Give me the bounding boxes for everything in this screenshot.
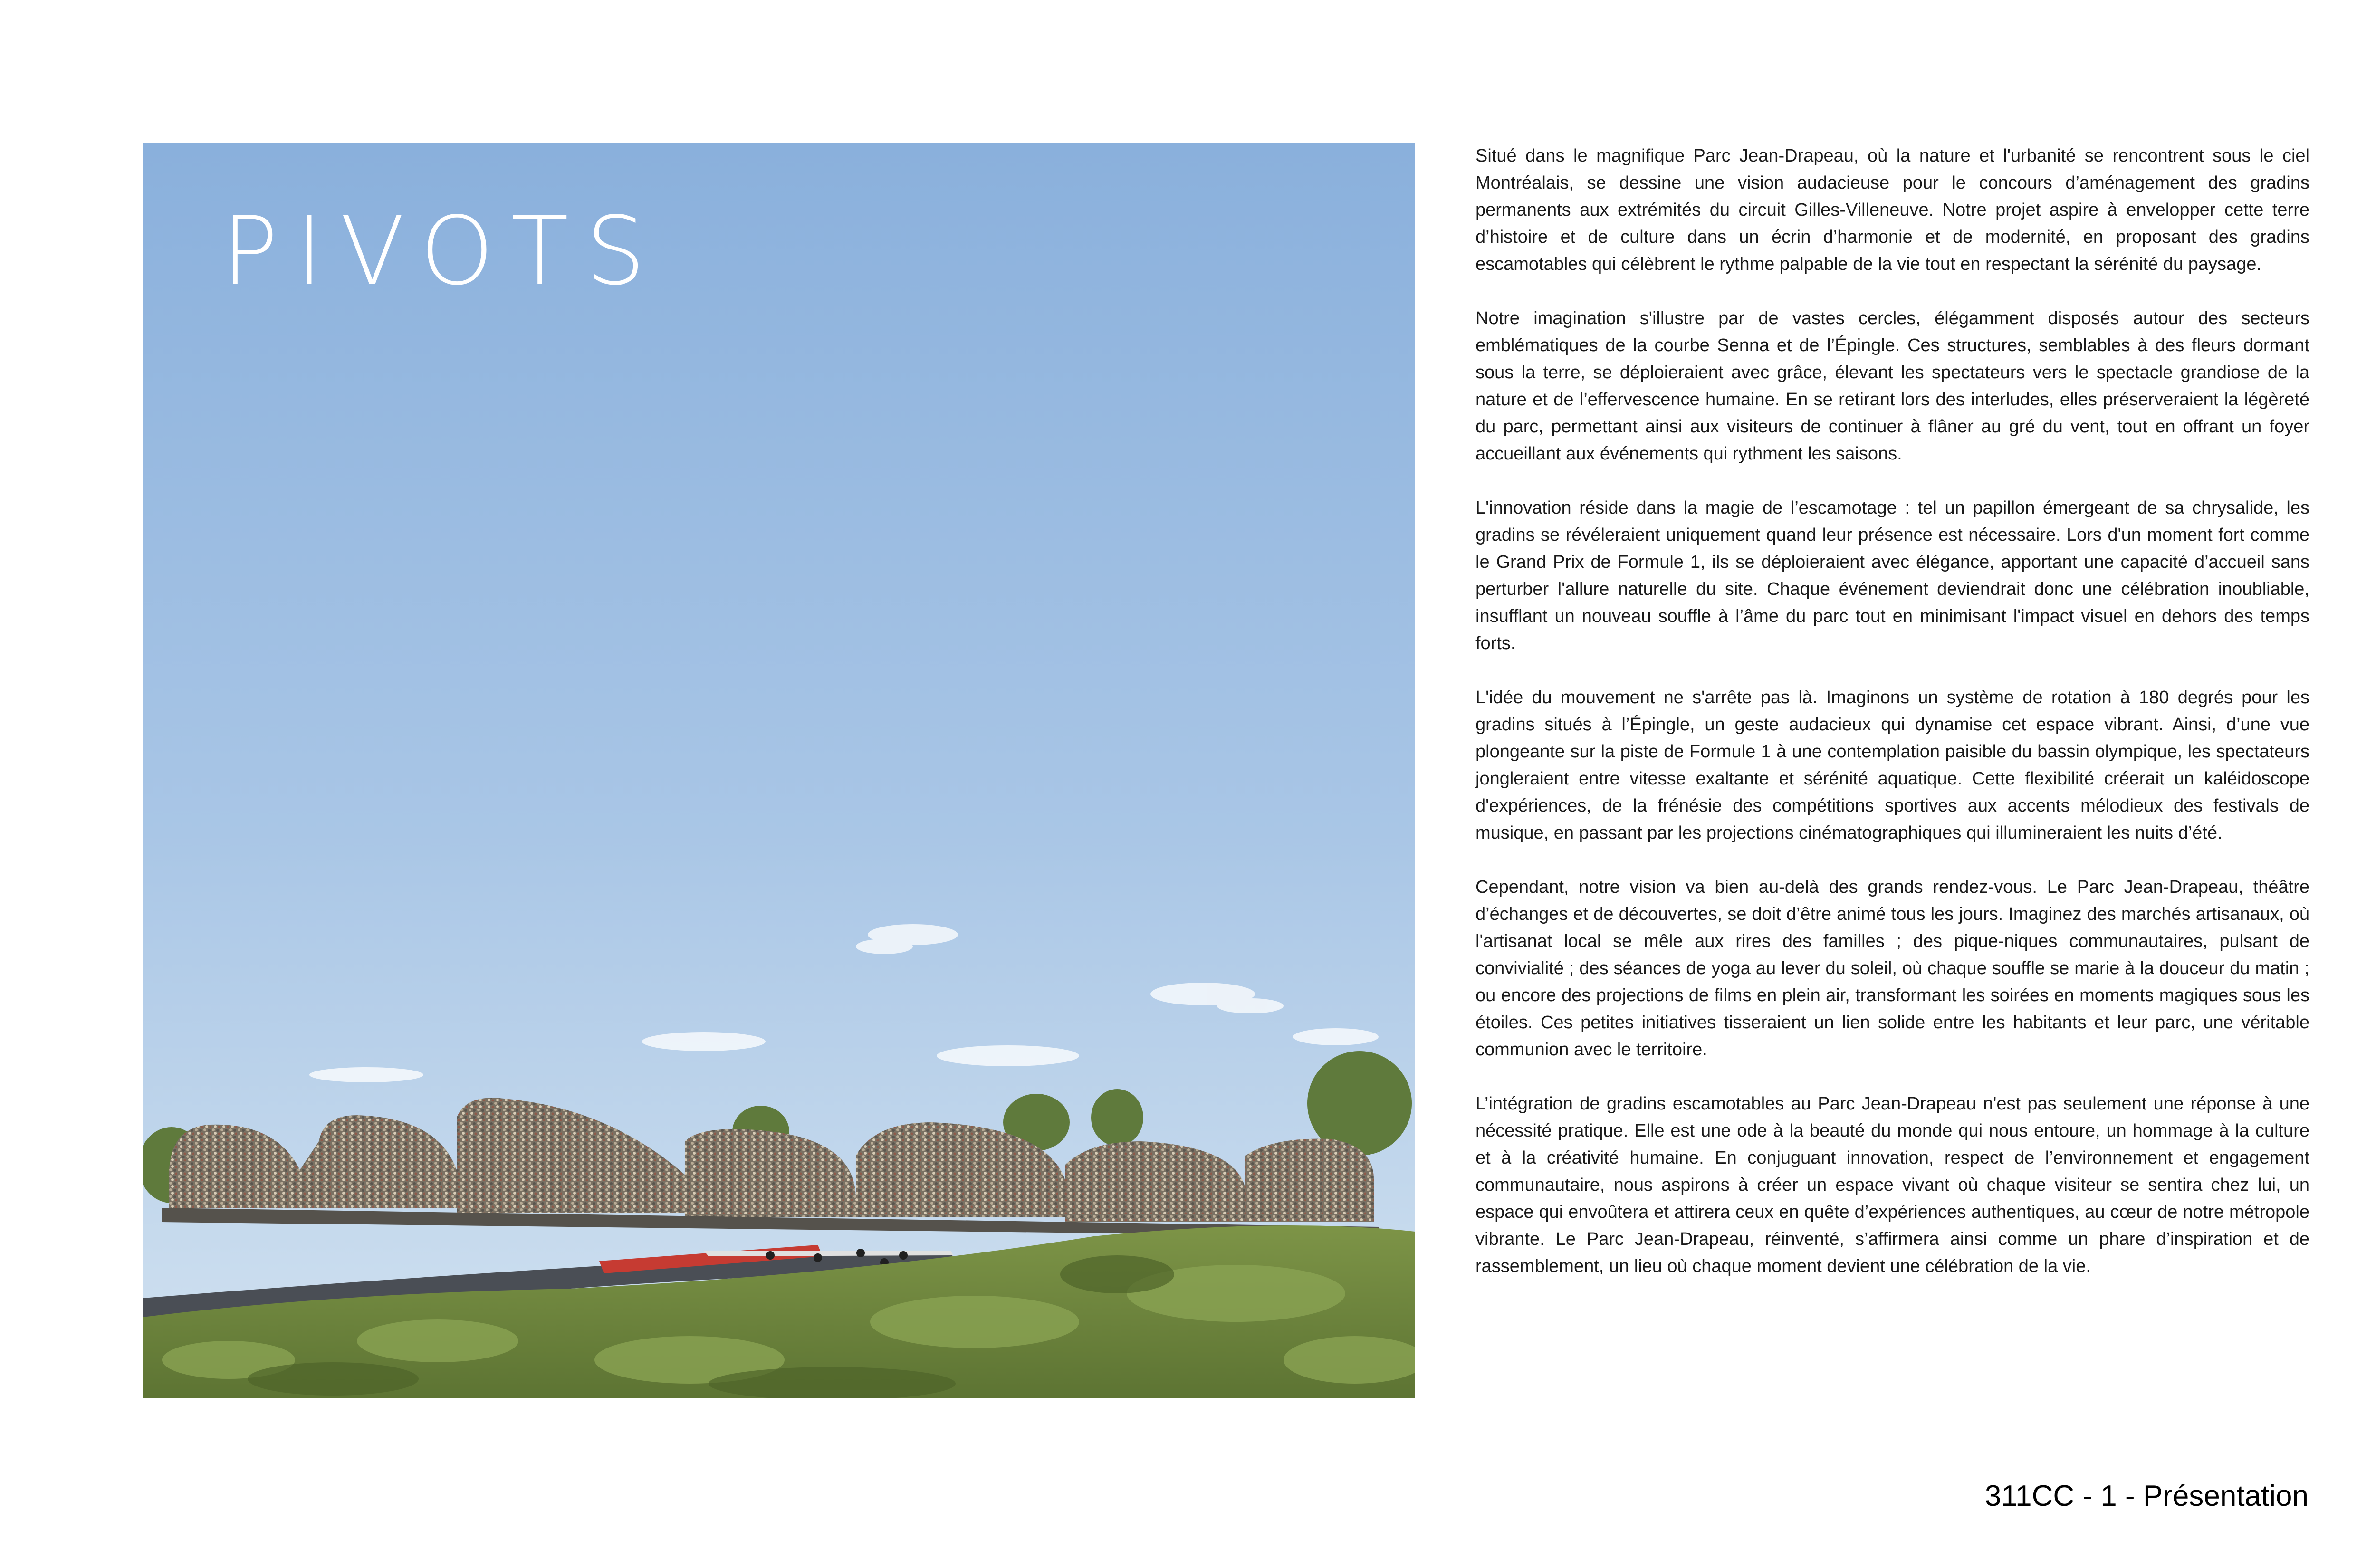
- paragraph: L'innovation réside dans la magie de l’escamotage : tel un papillon émergeant de sa chrysalide, les gradins se révéleraient uniquement quand leur présence est nécessaire. Lors d'un moment fort comme le Grand Prix de Formule 1, ils se déploieraient avec élégance, apportant une capacité d’accueil sans perturber l'allure naturelle du site. Chaque événement deviendrait donc une célébration inoubliable, insufflant un nouveau souffle à l’âme du parc tout en minimisant l'impact visuel en dehors des temps forts.: [1475, 498, 2309, 653]
- footer-caption: 311CC - 1 - Présentation: [1984, 1480, 2309, 1512]
- paragraph: Notre imagination s'illustre par de vastes cercles, élégamment disposés autour des secteurs emblématiques de la courbe Senna et de l’Épingle. Ces structures, semblables à des fleurs dormant sous la terre, se déploieraient avec grâce, élevant les spectateurs vers le spectacle grandiose de la nature et de l’effervescence humaine. En se retirant lors des interludes, elles préserveraient la légèreté du parc, permettant ainsi aux visiteurs de continuer à flâner au gré du vent, tout en offrant un foyer accueillant aux événements qui rythment les saisons.: [1475, 308, 2309, 464]
- hero-rendering: [143, 143, 1415, 1398]
- description-text: [1475, 143, 2309, 1307]
- paragraph: L’intégration de gradins escamotables au Parc Jean-Drapeau n'est pas seulement une réponse à une nécessité pratique. Elle est une ode à la beauté du monde qui nous entoure, un hommage à la culture et à la créativité humaine. En conjuguant innovation, respect de l’environnement et engagement communautaire, nous aspirons à créer un espace vivant où chaque visiteur se sentira chez lui, un espace qui envoûtera et attirera ceux en quête d’expériences authentiques, au cœur de notre métropole vibrante. Le Parc Jean-Drapeau, réinventé, s’affirmera ainsi comme un phare d’inspiration et de rassemblement, un lieu où chaque moment devient une célébration de la vie.: [1475, 1094, 2309, 1276]
- paragraph: L'idée du mouvement ne s'arrête pas là. Imaginons un système de rotation à 180 degrés pour les gradins situés à l’Épingle, un geste audacieux qui dynamise cet espace vibrant. Ainsi, d’une vue plongeante sur la piste de Formule 1 à une contemplation paisible du bassin olympique, les spectateurs jongleraient entre vitesse exaltante et sérénité aquatique. Cette flexibilité créerait un kaléidoscope d'expériences, de la frénésie des compétitions sportives aux accents mélodieux des festivals de musique, en passant par les projections cinématographiques qui illumineraient les nuits d’été.: [1475, 688, 2309, 843]
- project-title: PIVOTS: [221, 196, 663, 306]
- paragraph: Situé dans le magnifique Parc Jean-Drapeau, où la nature et l'urbanité se rencontrent sous le ciel Montréalais, se dessine une vision audacieuse pour le concours d’aménagement des gradins permanents aux extrémités du circuit Gilles-Villeneuve. Notre projet aspire à envelopper cette terre d’histoire et de culture dans un écrin d’harmonie et de modernité, en proposant des gradins escamotables qui célèbrent le rythme palpable de la vie tout en respectant la sérénité du paysage.: [1475, 146, 2309, 274]
- paragraph: Cependant, notre vision va bien au-delà des grands rendez-vous. Le Parc Jean-Drapeau, théâtre d’échanges et de découvertes, se doit d’être animé tous les jours. Imaginez des marchés artisanaux, où l'artisanat local se mêle aux rires des familles ; des pique-niques communautaires, pulsant de convivialité ; des séances de yoga au lever du soleil, où chaque souffle se marie à la douceur du matin ; ou encore des projections de films en plein air, transformant les soirées en moments magiques sous les étoiles. Ces petites initiatives tisseraient un lien solide entre les habitants et leur parc, une véritable communion avec le territoire.: [1475, 877, 2309, 1060]
- stadium-landscape-illustration: [143, 143, 1415, 1398]
